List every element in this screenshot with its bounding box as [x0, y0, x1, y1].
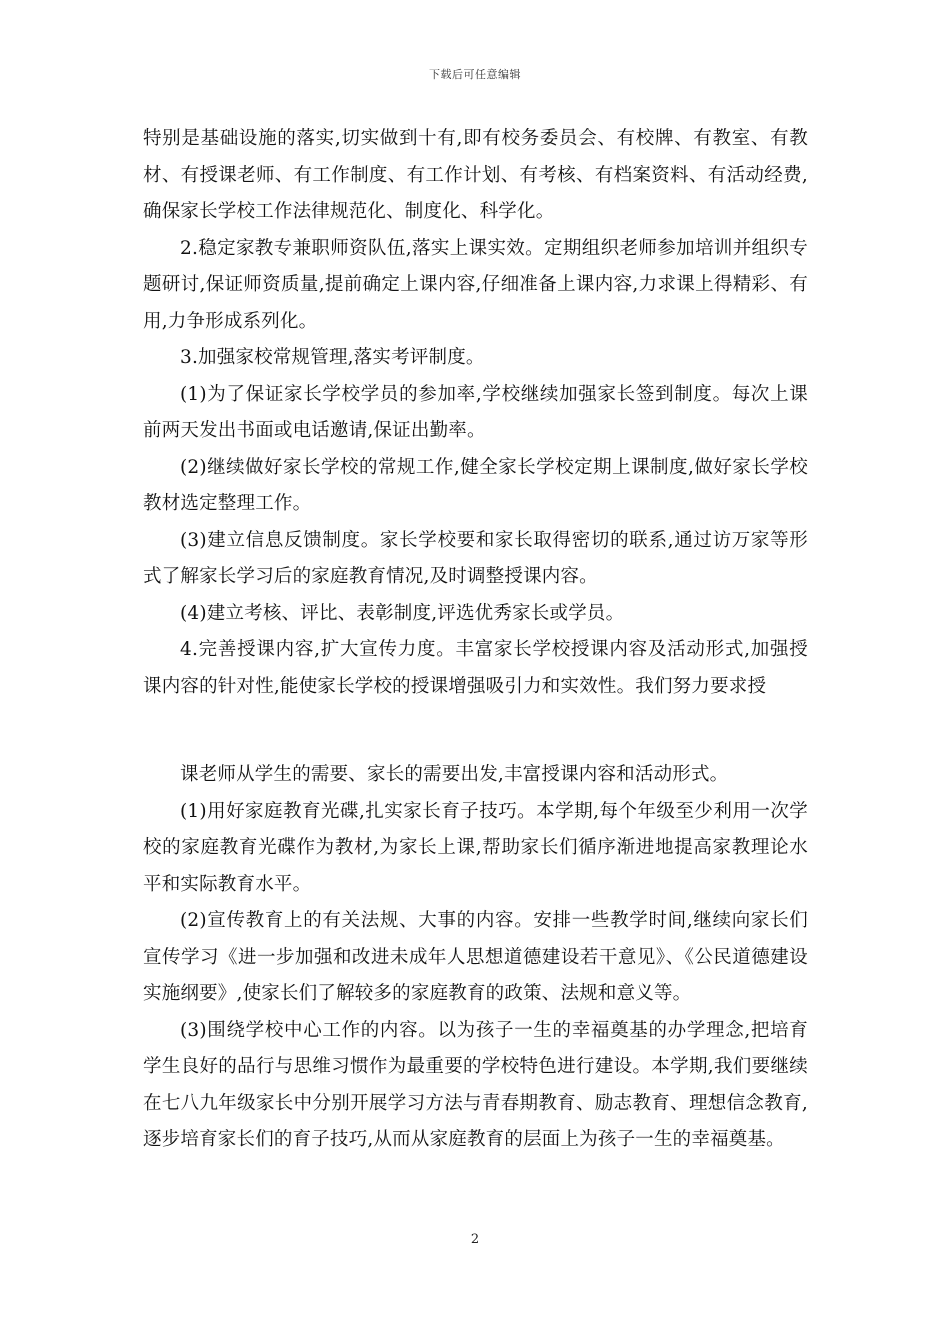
document-body-bottom	[143, 757, 808, 1159]
document-body-top	[143, 121, 808, 705]
paragraph-routine-management: 3.加强家校常规管理,落实考评制度。	[180, 347, 485, 368]
paragraph-item-3-feedback: (3)建立信息反馈制度。家长学校要和家长取得密切的联系,通过访万家等形式了解家长学习后的家庭教育情况,及时调整授课内容。	[143, 529, 808, 587]
paragraph-facilities: 特别是基础设施的落实,切实做到十有,即有校务委员会、有校牌、有教室、有教材、有授课老师、有工作制度、有工作计划、有考核、有档案资料、有活动经费,确保家长学校工作法律规范化、制度化、科学化。	[143, 128, 808, 222]
paragraph-item-1-attendance: (1)为了保证家长学校学员的参加率,学校继续加强家长签到制度。每次上课前两天发出书面或电话邀请,保证出勤率。	[143, 383, 808, 441]
page-number: 2	[470, 1232, 480, 1247]
paragraph-teaching-content: 4.完善授课内容,扩大宣传力度。丰富家长学校授课内容及活动形式,加强授课内容的针对性,能使家长学校的授课增强吸引力和实效性。我们努力要求授	[143, 639, 808, 697]
paragraph-continuation: 课老师从学生的需要、家长的需要出发,丰富授课内容和活动形式。	[180, 764, 729, 785]
paragraph-item-4-assessment: (4)建立考核、评比、表彰制度,评选优秀家长或学员。	[180, 602, 625, 624]
paragraph-teacher-team: 2.稳定家教专兼职师资队伍,落实上课实效。定期组织老师参加培训并组织专题研讨,保证师资质量,提前确定上课内容,仔细准备上课内容,力求课上得精彩、有用,力争形成系列化。	[143, 237, 808, 332]
paragraph-item-1-disc: (1)用好家庭教育光碟,扎实家长育子技巧。本学期,每个年级至少利用一次学校的家庭教育光碟作为教材,为家长上课,帮助家长们循序渐进地提高家教理论水平和实际教育水平。	[143, 800, 808, 895]
page-header: 下载后可任意编辑	[429, 68, 521, 81]
paragraph-item-2-routine-work: (2)继续做好家长学校的常规工作,健全家长学校定期上课制度,做好家长学校教材选定整理工作。	[143, 456, 808, 514]
paragraph-item-2-regulations: (2)宣传教育上的有关法规、大事的内容。安排一些教学时间,继续向家长们宣传学习《进一步加强和改进未成年人思想道德建设若干意见》、《公民道德建设实施纲要》,使家长们了解较多的家庭教育的政策、法规和意义等。	[143, 910, 808, 1004]
paragraph-item-3-school-center: (3)围绕学校中心工作的内容。以为孩子一生的幸福奠基的办学理念,把培育学生良好的品行与思维习惯作为最重要的学校特色进行建设。本学期,我们要继续在七八九年级家长中分别开展学习方法与青春期教育、励志教育、理想信念教育,逐步培育家长们的育子技巧,从而从家庭教育的层面上为孩子一生的幸福奠基。	[143, 1019, 808, 1150]
